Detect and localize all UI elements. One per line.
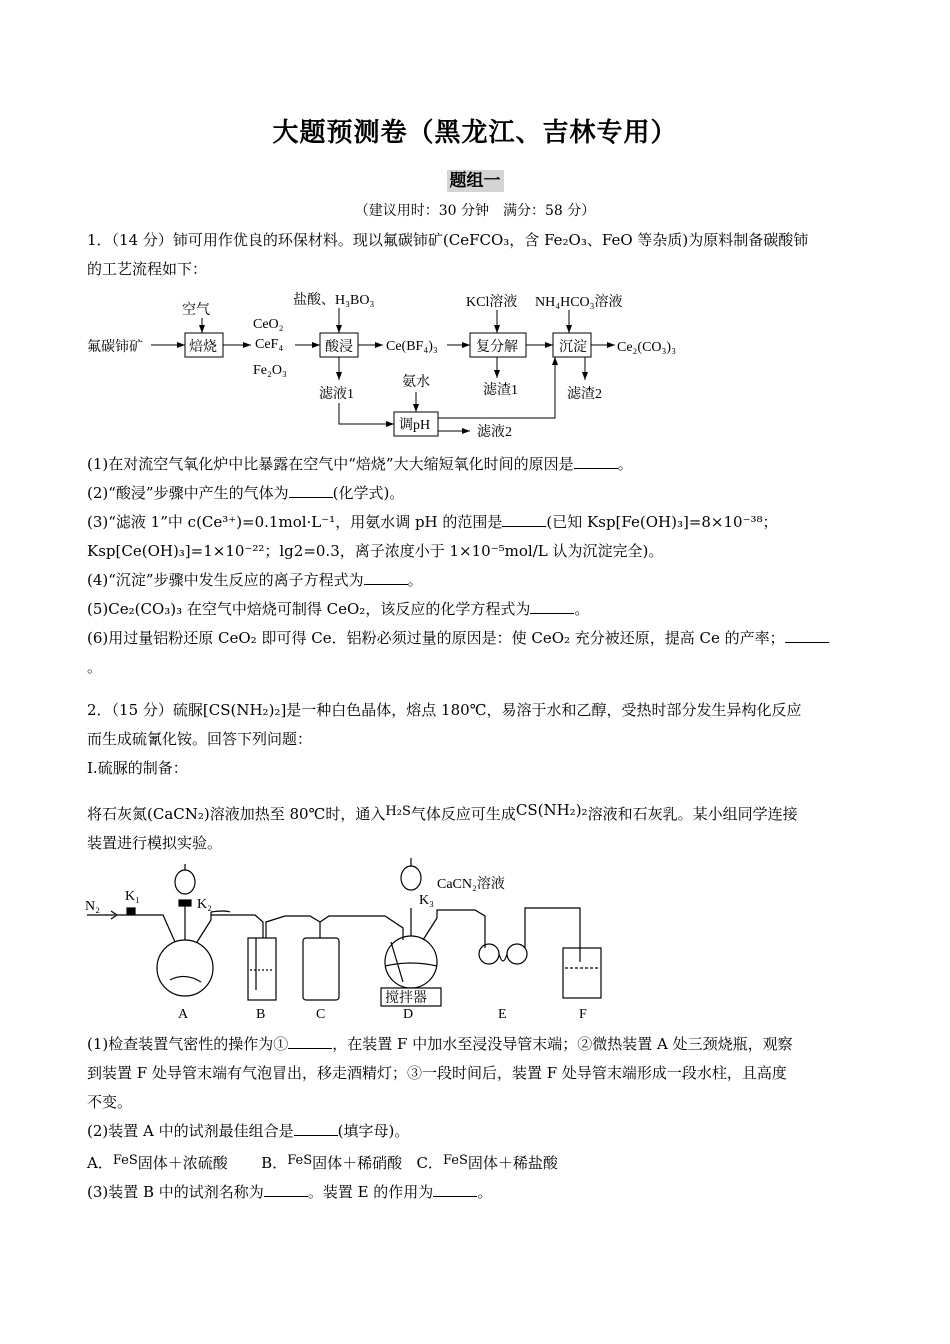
option-b[interactable]: B．FeS固体＋稀硝酸 xyxy=(261,1153,403,1172)
bulb-e2 xyxy=(507,944,527,964)
flask-a xyxy=(157,940,213,996)
label-k3: K₃ xyxy=(419,893,434,908)
flow-decomp: 复分解 xyxy=(476,340,518,355)
bottle-b xyxy=(248,938,276,1000)
q2-intro-line1: 将石灰氮(CaCN₂)溶液加热至 80℃时，通入H₂S气体反应可生成CS(NH₂)₂溶液和石灰乳。某小组同学连接 xyxy=(87,801,798,823)
q1-part3-line2: Ksp[Ce(OH)₃]=1×10⁻²²；lg2=0.3，离子浓度小于 1×10⁻⁵mol/L 认为沉淀完全)。 xyxy=(87,542,664,560)
label-n2: N₂ xyxy=(85,899,100,914)
answer-blank[interactable] xyxy=(530,599,574,614)
flow-filtrate1: 滤液1 xyxy=(319,387,354,402)
q2-part2: (2)装置 A 中的试剂最佳组合是 (填字母)。 xyxy=(87,1122,410,1140)
label-a: A xyxy=(178,1007,189,1022)
label-stirrer: 搅拌器 xyxy=(385,991,427,1006)
q1-stem-line2: 的工艺流程如下： xyxy=(87,260,208,278)
flow-acid-leach: 酸浸 xyxy=(325,340,353,355)
q2-stem xyxy=(87,696,867,783)
flow-filtrate2: 滤液2 xyxy=(477,425,512,440)
label-k1: K₁ xyxy=(125,889,140,904)
q1-stem xyxy=(87,226,867,284)
beaker-f xyxy=(563,948,601,998)
timing-note: （建议用时：30 分钟 满分：58 分） xyxy=(354,203,596,219)
bulb-e1 xyxy=(479,944,499,964)
flow-ce-bf4: Ce(BF₄)₃ xyxy=(386,339,438,354)
flow-air: 空气 xyxy=(182,303,210,318)
bottle-c xyxy=(303,938,339,1000)
option-c[interactable]: C．FeS固体＋稀盐酸 xyxy=(416,1153,558,1172)
answer-blank[interactable] xyxy=(433,1182,477,1197)
answer-blank[interactable] xyxy=(502,512,546,527)
label-e: E xyxy=(498,1007,507,1022)
flow-kcl: KCl溶液 xyxy=(466,295,518,310)
q2-part3: (3)装置 B 中的试剂名称为 。装置 E 的作用为 。 xyxy=(87,1183,493,1201)
flow-residue2: 滤渣2 xyxy=(567,387,602,402)
q2-parts xyxy=(87,1030,867,1207)
flow-roast: 焙烧 xyxy=(189,340,217,355)
answer-blank[interactable] xyxy=(264,1182,308,1197)
q1-parts xyxy=(87,450,867,682)
q1-part6: (6)用过量铝粉还原 CeO₂ 即可得 Ce．铝粉必须过量的原因是：使 CeO₂ 充分被还原，提高 Ce 的产率； xyxy=(87,624,867,653)
q2-intro-line2: 装置进行模拟实验。 xyxy=(87,834,223,852)
label-k2: K₂ xyxy=(197,897,212,912)
flow-start: 氟碳铈矿 xyxy=(87,340,143,355)
answer-blank[interactable] xyxy=(294,1121,338,1136)
page-title: 大题预测卷（黑龙江、吉林专用） xyxy=(272,118,678,148)
answer-blank[interactable] xyxy=(574,454,618,469)
flow-residue1: 滤渣1 xyxy=(483,383,518,398)
q2-stem-line2: 而生成硫氰化铵。回答下列问题： xyxy=(87,730,313,748)
label-f: F xyxy=(579,1007,587,1022)
q1-part4: (4)“沉淀”步骤中发生反应的离子方程式为 。 xyxy=(87,571,423,589)
q2-options xyxy=(87,1146,867,1178)
flow-cef4: CeF₄ xyxy=(255,337,284,352)
q1-stem-line1: 1．（14 分）铈可用作优良的环保材料。现以氟碳铈矿(CeFCO₃，含 Fe₂O₃、FeO 等杂质)为原料制备碳酸铈 xyxy=(87,231,809,249)
q2-part1: (1)检查装置气密性的操作为① ，在装置 F 中加水至浸没导管末端；②微热装置 A 处三颈烧瓶，观察 xyxy=(87,1035,793,1053)
label-b: B xyxy=(256,1007,266,1022)
answer-blank[interactable] xyxy=(785,628,829,643)
flow-precip: 沉淀 xyxy=(559,340,587,355)
q2-section-title: I.硫脲的制备： xyxy=(87,759,188,777)
q2-intro xyxy=(87,796,867,858)
flow-ammonia: 氨水 xyxy=(402,375,430,390)
flask-d xyxy=(385,936,437,988)
flow-adjust-ph: 调pH xyxy=(399,418,431,433)
flow-nh4hco3: NH₄HCO₃溶液 xyxy=(535,295,623,310)
flow-product: Ce₂(CO₃)₃ xyxy=(617,340,676,355)
flow-fe2o3: Fe₂O₃ xyxy=(253,363,287,378)
label-cacn2: CaCN₂溶液 xyxy=(437,877,505,892)
label-c: C xyxy=(316,1007,326,1022)
answer-blank[interactable] xyxy=(289,483,333,498)
answer-blank[interactable] xyxy=(364,570,408,585)
answer-blank[interactable] xyxy=(288,1034,332,1049)
flow-acid-reagents: 盐酸、H₃BO₃ xyxy=(293,293,375,308)
q1-part6-end: 。 xyxy=(87,658,103,676)
subtitle: 题组一 xyxy=(447,170,504,192)
q1-part3: (3)“滤液 1”中 c(Ce³⁺)=0.1mol·L⁻¹，用氨水调 pH 的范围是 (已知 Ksp[Fe(OH)₃]=8×10⁻³⁸； xyxy=(87,513,778,531)
q1-part5: (5)Ce₂(CO₃)₃ 在空气中焙烧可制得 CeO₂，该反应的化学方程式为 。 xyxy=(87,600,590,618)
q2-part1-line2: 到装置 F 处导管末端有气泡冒出，移走酒精灯；③一段时间后，装置 F 处导管末端形成一段水柱，且高度 xyxy=(87,1064,787,1082)
option-a[interactable]: A．FeS固体＋浓硫酸 xyxy=(87,1153,228,1172)
q2-stem-line1: 2．（15 分）硫脲[CS(NH₂)₂]是一种白色晶体，熔点 180℃，易溶于水和乙醇，受热时部分发生异构化反应 xyxy=(87,701,802,719)
flow-ceo2: CeO₂ xyxy=(253,317,284,332)
q1-part1: (1)在对流空气氧化炉中比暴露在空气中“焙烧”大大缩短氧化时间的原因是 。 xyxy=(87,455,633,473)
q2-part1-line3: 不变。 xyxy=(87,1093,133,1111)
apparatus-diagram xyxy=(85,850,625,1022)
q1-part2: (2)“酸浸”步骤中产生的气体为 (化学式)。 xyxy=(87,484,405,502)
label-d: D xyxy=(403,1007,414,1022)
process-flow-diagram xyxy=(85,288,705,448)
